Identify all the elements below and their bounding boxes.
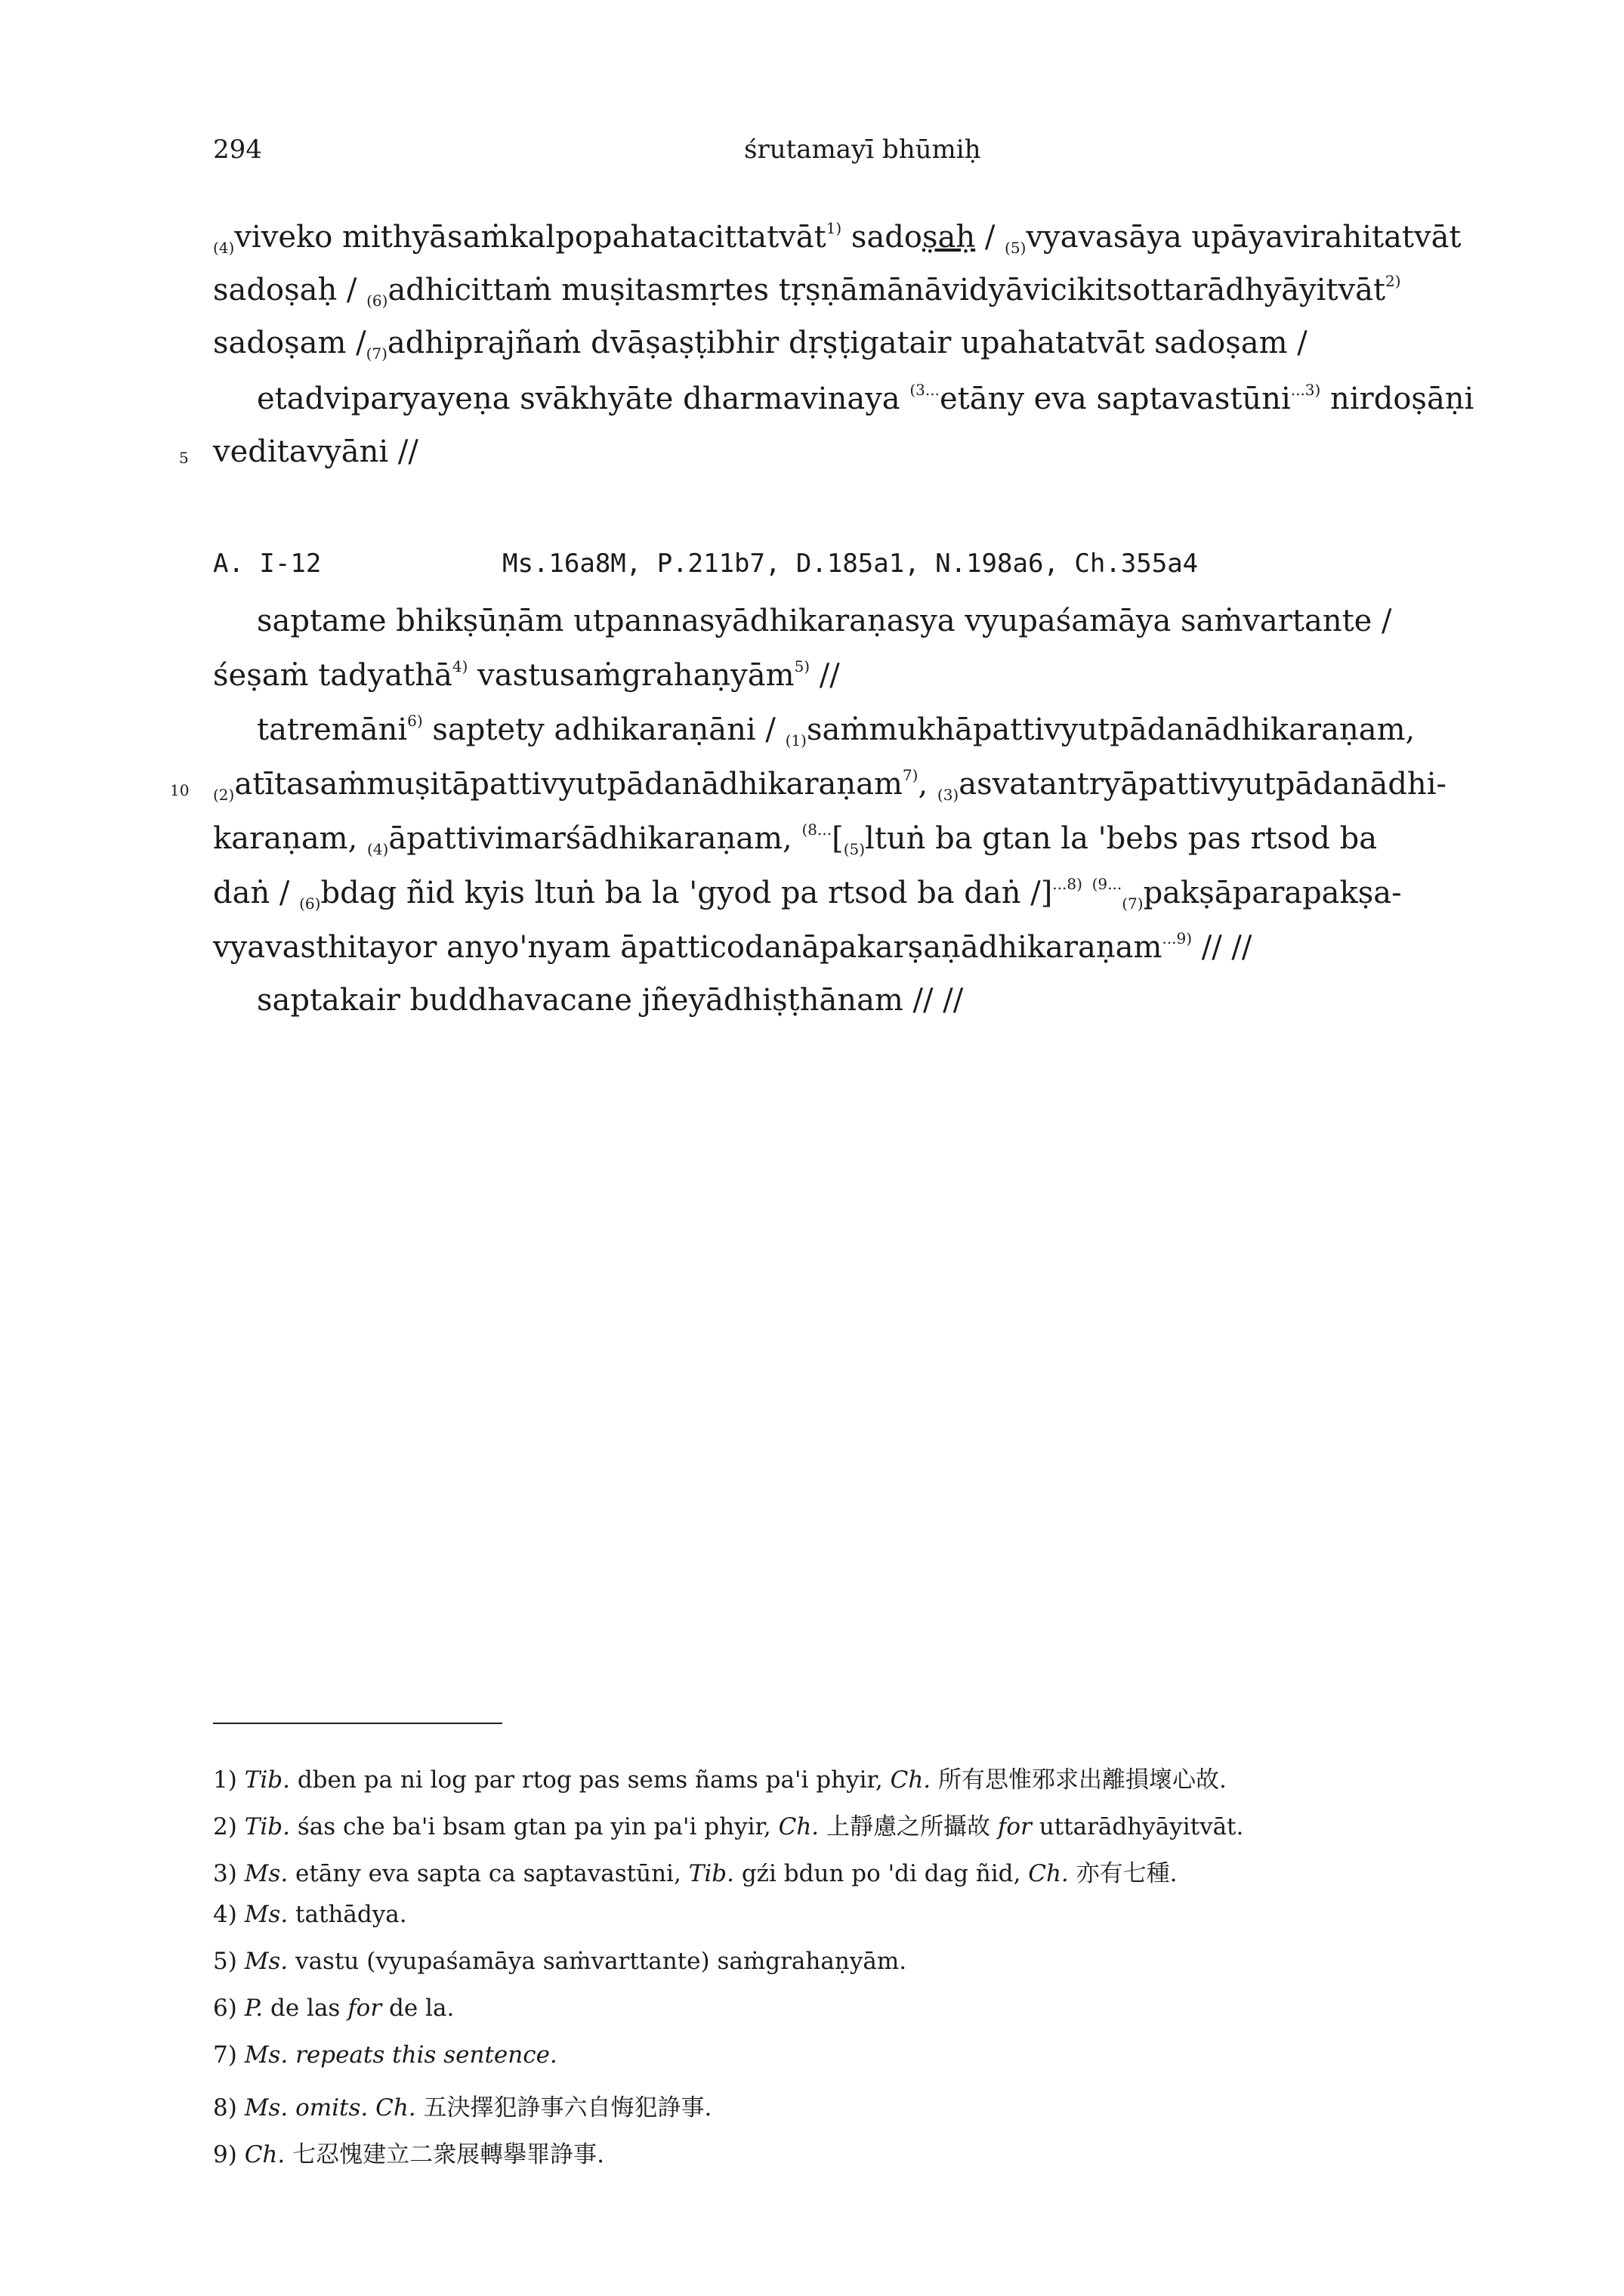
footnote-7: 7) Ms. repeats this sentence. [213,2041,557,2069]
line-number-10: 10 [170,781,190,799]
text-line-11: daṅ / $_{(6)}$bdag ñid kyis ltuṅ ba la 'gyod pa rtsod ba daṅ /]$^{...8)}$ $^{(9...}_{(7)}$pakṣāparapakṣa- [213,875,1402,913]
text-line-8: tatremāni$^{6)}$ saptety adhikaraṇāni / $_{(1)}$saṁmukhāpattivyutpādanādhikaraṇam, [257,712,1416,749]
text-line-2: sadoṣaḥ / $_{(6)}$adhicittaṁ muṣitasmṛtes tṛṣṇāmānāvidyāvicikitsottarādhyāyitvāt$^{2)}$ [213,272,1401,310]
text-line-3: sadoṣam $/_{(7)}adhiprajñaṁ$ dvāṣaṣṭibhir dṛṣṭigatair upahatatvāt sadoṣam / [213,326,1308,363]
text-line-1: $_{(4)}$viveko mithyāsaṁkalpopahatacittatvāt$^{1)}$ sadoṣaḥ / $_{(5)}$vyavasāya upāyavirahitatvāt [213,219,1462,257]
text-line-10: karaṇam, $_{(4)}$āpattivimarśādhikaraṇam, $^{(8...}[_{(5)}ltuṅ$ ba gtan la 'bebs pas rtsod ba [213,820,1378,858]
footnote-6: 6) P. de las for de la. [213,1995,455,2022]
page-number: 294 [213,134,262,165]
footnote-8: 8) Ms. omits. Ch. 五決擇犯諍事六自悔犯諍事. [213,2094,712,2121]
section-id: A. I-12 [213,549,322,579]
footnote-3: 3) Ms. etāny eva sapta ca saptavastūni, Tib. gźi bdun po 'di dag ñid, Ch. 亦有七種. [213,1860,1178,1887]
text-line-12: vyavasthitayor anyo'nyam āpatticodanāpakarṣaṇādhikaraṇam$^{...9)}$ // // [213,929,1252,965]
text-line-4: etadviparyayeṇa svākhyāte dharmavinaya $^{(3...}$etāny eva saptavastūni$^{...3)}$ nirdoṣāṇi [257,381,1474,416]
section-references: Ms.16a8M, P.211b7, D.185a1, N.198a6, Ch.355a4 [502,549,1199,579]
footnote-5: 5) Ms. vastu (vyupaśamāya saṁvarttante) saṁgrahaṇyām. [213,1948,907,1975]
text-line-5: veditavyāni // [213,434,418,469]
text-line-13: saptakair buddhavacane jñeyādhiṣṭhānam // // [257,983,964,1018]
text-line-9: $_{(2)}$atītasaṁmuṣitāpattivyutpādanādhikaraṇam$^{7)}$, $_{(3)}$asvatantryāpattivyutpādanādhi- [213,766,1446,804]
text-line-7: śeṣaṁ tadyathā$^{4)}$ vastusaṁgrahaṇyām$^{5)}$ // [213,657,840,693]
footnote-1: 1) Tib. dben pa ni log par rtog pas sems ñams pa'i phyir, Ch. 所有思惟邪求出離損壞心故. [213,1766,1227,1794]
footnote-rule [213,1723,502,1724]
footnote-2: 2) Tib. śas che ba'i bsam gtan pa yin pa'i phyir, Ch. 上靜慮之所攝故 for uttarādhyāyitvāt. [213,1813,1244,1840]
line-number-5: 5 [179,449,189,467]
footnote-4: 4) Ms. tathādya. [213,1901,407,1928]
running-title: śrutamayī bhūmiḥ [744,134,981,165]
text-line-6: saptame bhikṣūṇām utpannasyādhikaraṇasya vyupaśamāya saṁvartante / [257,604,1392,638]
footnote-9: 9) Ch. 七忍愧建立二衆展轉擧罪諍事. [213,2141,604,2168]
